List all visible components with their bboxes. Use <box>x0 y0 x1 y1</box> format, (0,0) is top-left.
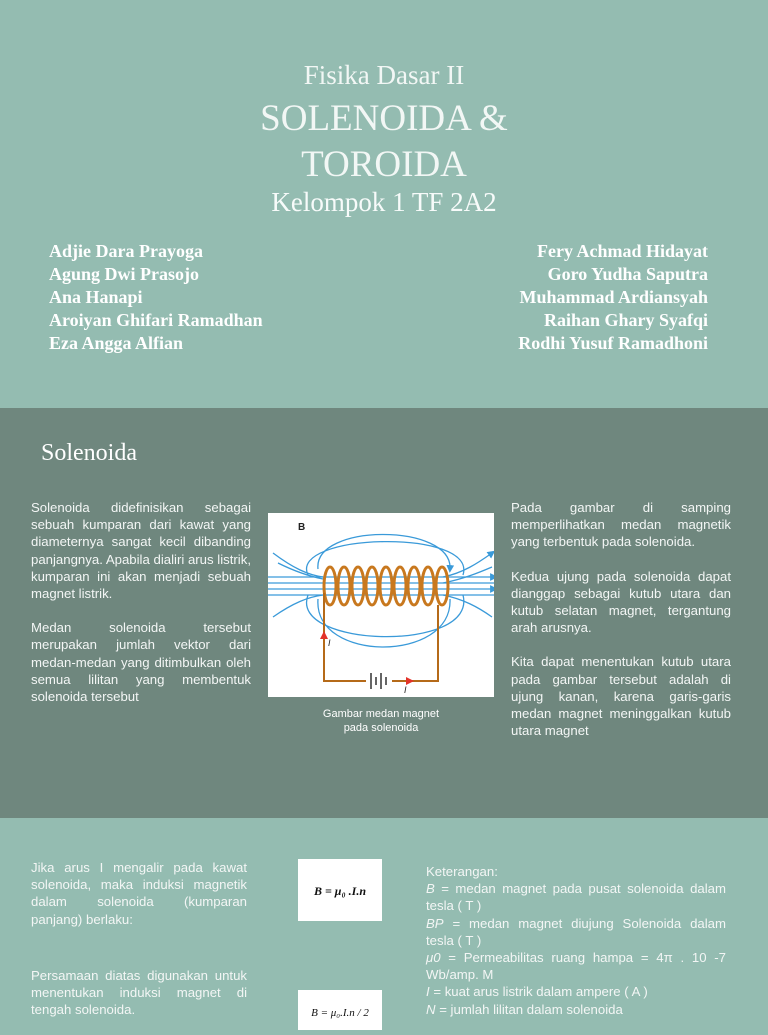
caption-line: pada solenoida <box>343 722 419 734</box>
coil-windings <box>324 567 448 605</box>
right-text-column <box>511 499 731 756</box>
paragraph: Jika arus I mengalir pada kawat solenoida, maka induksi magnetik dalam solenoida (kumparan panjang) berlaku: <box>31 860 247 927</box>
note-symbol: B <box>426 881 435 897</box>
label-I: I <box>404 685 407 695</box>
member-name: Adjie Dara Prayoga <box>49 241 203 261</box>
note-item <box>426 1001 726 1018</box>
label-I: I <box>328 638 331 648</box>
member-name: Raihan Ghary Syafqi <box>543 310 708 330</box>
note-item <box>426 983 726 1000</box>
slide-heading: Solenoida <box>41 440 137 466</box>
solenoid-diagram <box>268 513 494 697</box>
paragraph: Pada gambar di samping memperlihatkan medan magnetik yang terbentuk pada solenoida. <box>511 500 731 550</box>
title-slide <box>0 0 768 408</box>
note-item <box>426 949 726 983</box>
paragraph: Kita dapat menentukan kutub utara pada gambar tersebut adalah di ujung kanan, karena garis-garis medan magnet meninggalkan kutub utara magnet <box>511 654 731 739</box>
members-right-list <box>518 240 708 355</box>
main-title-line2: TOROIDA <box>301 144 467 185</box>
note-text: = medan magnet pada pusat solenoida dalam tesla ( T ) <box>426 881 726 914</box>
note-symbol: BP <box>426 915 444 931</box>
label-B: B <box>298 522 306 533</box>
member-name: Goro Yudha Saputra <box>547 264 708 284</box>
paragraph: Kedua ujung pada solenoida dapat dianggap sebagai kutub utara dan kutub selatan magnet, tergantung arah arusnya. <box>511 568 731 636</box>
member-name: Muhammad Ardiansyah <box>519 287 708 307</box>
left-text-column <box>31 499 251 722</box>
paragraph: Persamaan diatas digunakan untuk menentukan induksi magnet di tengah solenoida. <box>31 968 247 1018</box>
paragraph: Medan solenoida tersebut merupakan jumlah vektor dari medan-medan yang ditimbulkan oleh semua lilitan yang membentuk solenoida tersebut <box>31 620 251 705</box>
group-name: Kelompok 1 TF 2A2 <box>271 187 497 217</box>
note-symbol: I <box>426 984 430 1000</box>
member-name: Aroiyan Ghifari Ramadhan <box>49 310 263 330</box>
members-left-list <box>49 240 263 355</box>
caption-line: Gambar medan magnet <box>322 708 440 720</box>
formula-text: B = μ₀ .I.n <box>313 884 367 898</box>
main-title-line1: SOLENOIDA & <box>260 98 508 139</box>
member-name: Rodhi Yusuf Ramadhoni <box>518 333 708 353</box>
formula-slide <box>0 818 768 1024</box>
course-title: Fisika Dasar II <box>303 60 465 90</box>
figure-caption <box>268 707 494 735</box>
member-name: Eza Angga Alfian <box>49 333 184 353</box>
paragraph: Solenoida didefinisikan sebagai sebuah kumparan dari kawat yang diameternya sangat kecil dibanding panjangnya. Apabila dialiri arus listrik, kumparan ini akan menjadi sebuah magnet listrik. <box>31 500 251 602</box>
formula-text: B = μ₀.I.n / 2 <box>311 1007 369 1019</box>
note-text: = kuat arus listrik dalam ampere ( A ) <box>429 984 648 1000</box>
notes-column <box>426 863 726 1018</box>
note-symbol: N <box>426 1001 436 1017</box>
formula-image <box>298 859 382 921</box>
note-text: = Permeabilitas ruang hampa = 4π . 10 -7 Wb/amp. M <box>426 950 726 983</box>
current-arrow-icon <box>406 677 414 685</box>
note-text: = medan magnet diujung Solenoida dalam tesla ( T ) <box>426 915 726 948</box>
note-item <box>426 915 726 949</box>
member-name: Fery Achmad Hidayat <box>537 241 708 261</box>
battery-icon <box>371 673 386 689</box>
solenoida-slide <box>0 408 768 818</box>
note-symbol: μ0 <box>426 950 441 966</box>
note-item <box>426 880 726 914</box>
notes-title: Keterangan: <box>426 864 498 879</box>
formula-image <box>298 990 382 1030</box>
solenoid-field-figure <box>268 513 494 697</box>
member-name: Agung Dwi Prasojo <box>49 264 200 284</box>
member-name: Ana Hanapi <box>49 287 143 307</box>
current-arrow-icon <box>320 631 328 639</box>
note-text: = jumlah lilitan dalam solenoida <box>435 1001 623 1017</box>
